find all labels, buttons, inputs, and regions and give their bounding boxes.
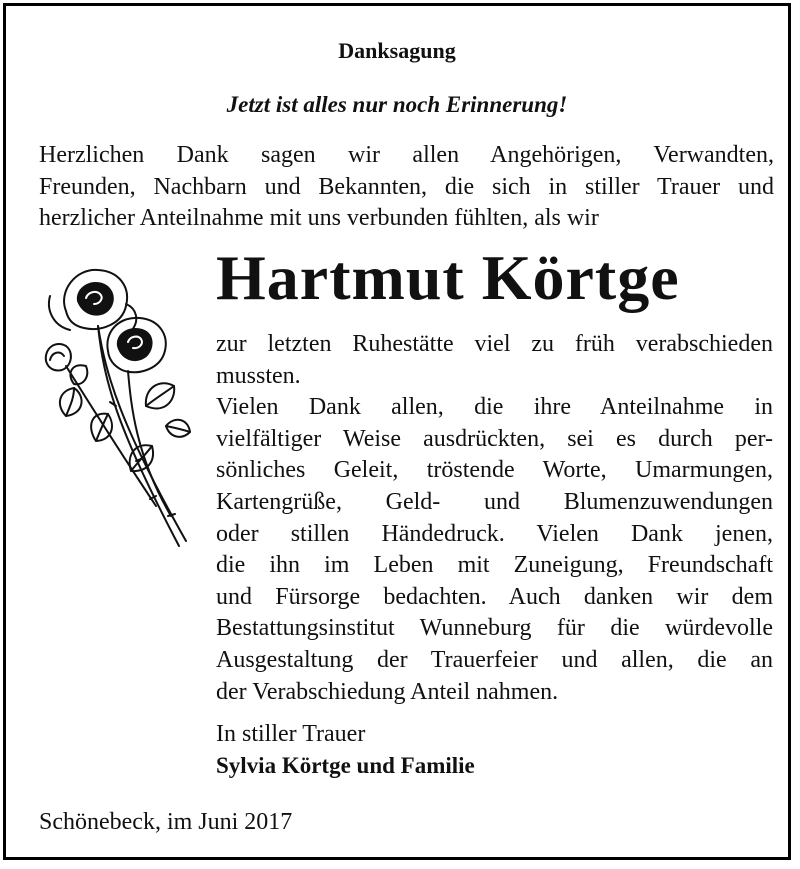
intro-line: Herzlichen Dank sagen wir allen Angehörigen, Verwandten, <box>39 142 774 168</box>
body-line: Bestattungsinstitut Wunneburg für die würdevolle <box>216 615 773 642</box>
notice-heading: Danksagung <box>338 38 456 63</box>
body-line: vielfältiger Weise ausdrückten, sei es durch per- <box>216 425 773 452</box>
body-line: oder stillen Händedruck. Vielen Dank jenen, <box>216 520 773 547</box>
body-line: Ausgestaltung der Trauerfeier und allen, die an <box>216 646 773 673</box>
notice-subheading: Jetzt ist alles nur noch Erinnerung! <box>226 92 568 117</box>
intro-line: Freunden, Nachbarn und Bekannten, die sich in stiller Trauer und <box>39 173 774 200</box>
body-line: der Verabschiedung Anteil nahmen. <box>216 678 559 705</box>
rose-illustration-icon <box>36 256 201 556</box>
intro-line: herzlicher Anteilnahme mit uns verbunden fühlten, als wir <box>39 205 599 231</box>
signoff-text: In stiller Trauer <box>216 721 366 747</box>
body-line: Vielen Dank allen, die ihre Anteilnahme in <box>216 394 773 421</box>
body-line: Kartengrüße, Geld- und Blumenzuwendungen <box>216 488 773 515</box>
body-line: mussten. <box>216 362 301 389</box>
body-line: zur letzten Ruhestätte viel zu früh verabschieden <box>216 331 773 357</box>
family-signature: Sylvia Körtge und Familie <box>216 753 475 778</box>
deceased-name: Hartmut Körtge <box>216 242 680 313</box>
body-paragraph <box>216 329 773 708</box>
intro-paragraph <box>39 140 774 235</box>
place-date: Schönebeck, im Juni 2017 <box>39 809 293 835</box>
body-line: sönliches Geleit, tröstende Worte, Umarmungen, <box>216 457 773 484</box>
obituary-notice <box>3 3 791 860</box>
body-line: die ihn im Leben mit Zuneigung, Freundschaft <box>216 552 773 579</box>
body-line: und Fürsorge bedachten. Auch danken wir dem <box>216 583 773 610</box>
